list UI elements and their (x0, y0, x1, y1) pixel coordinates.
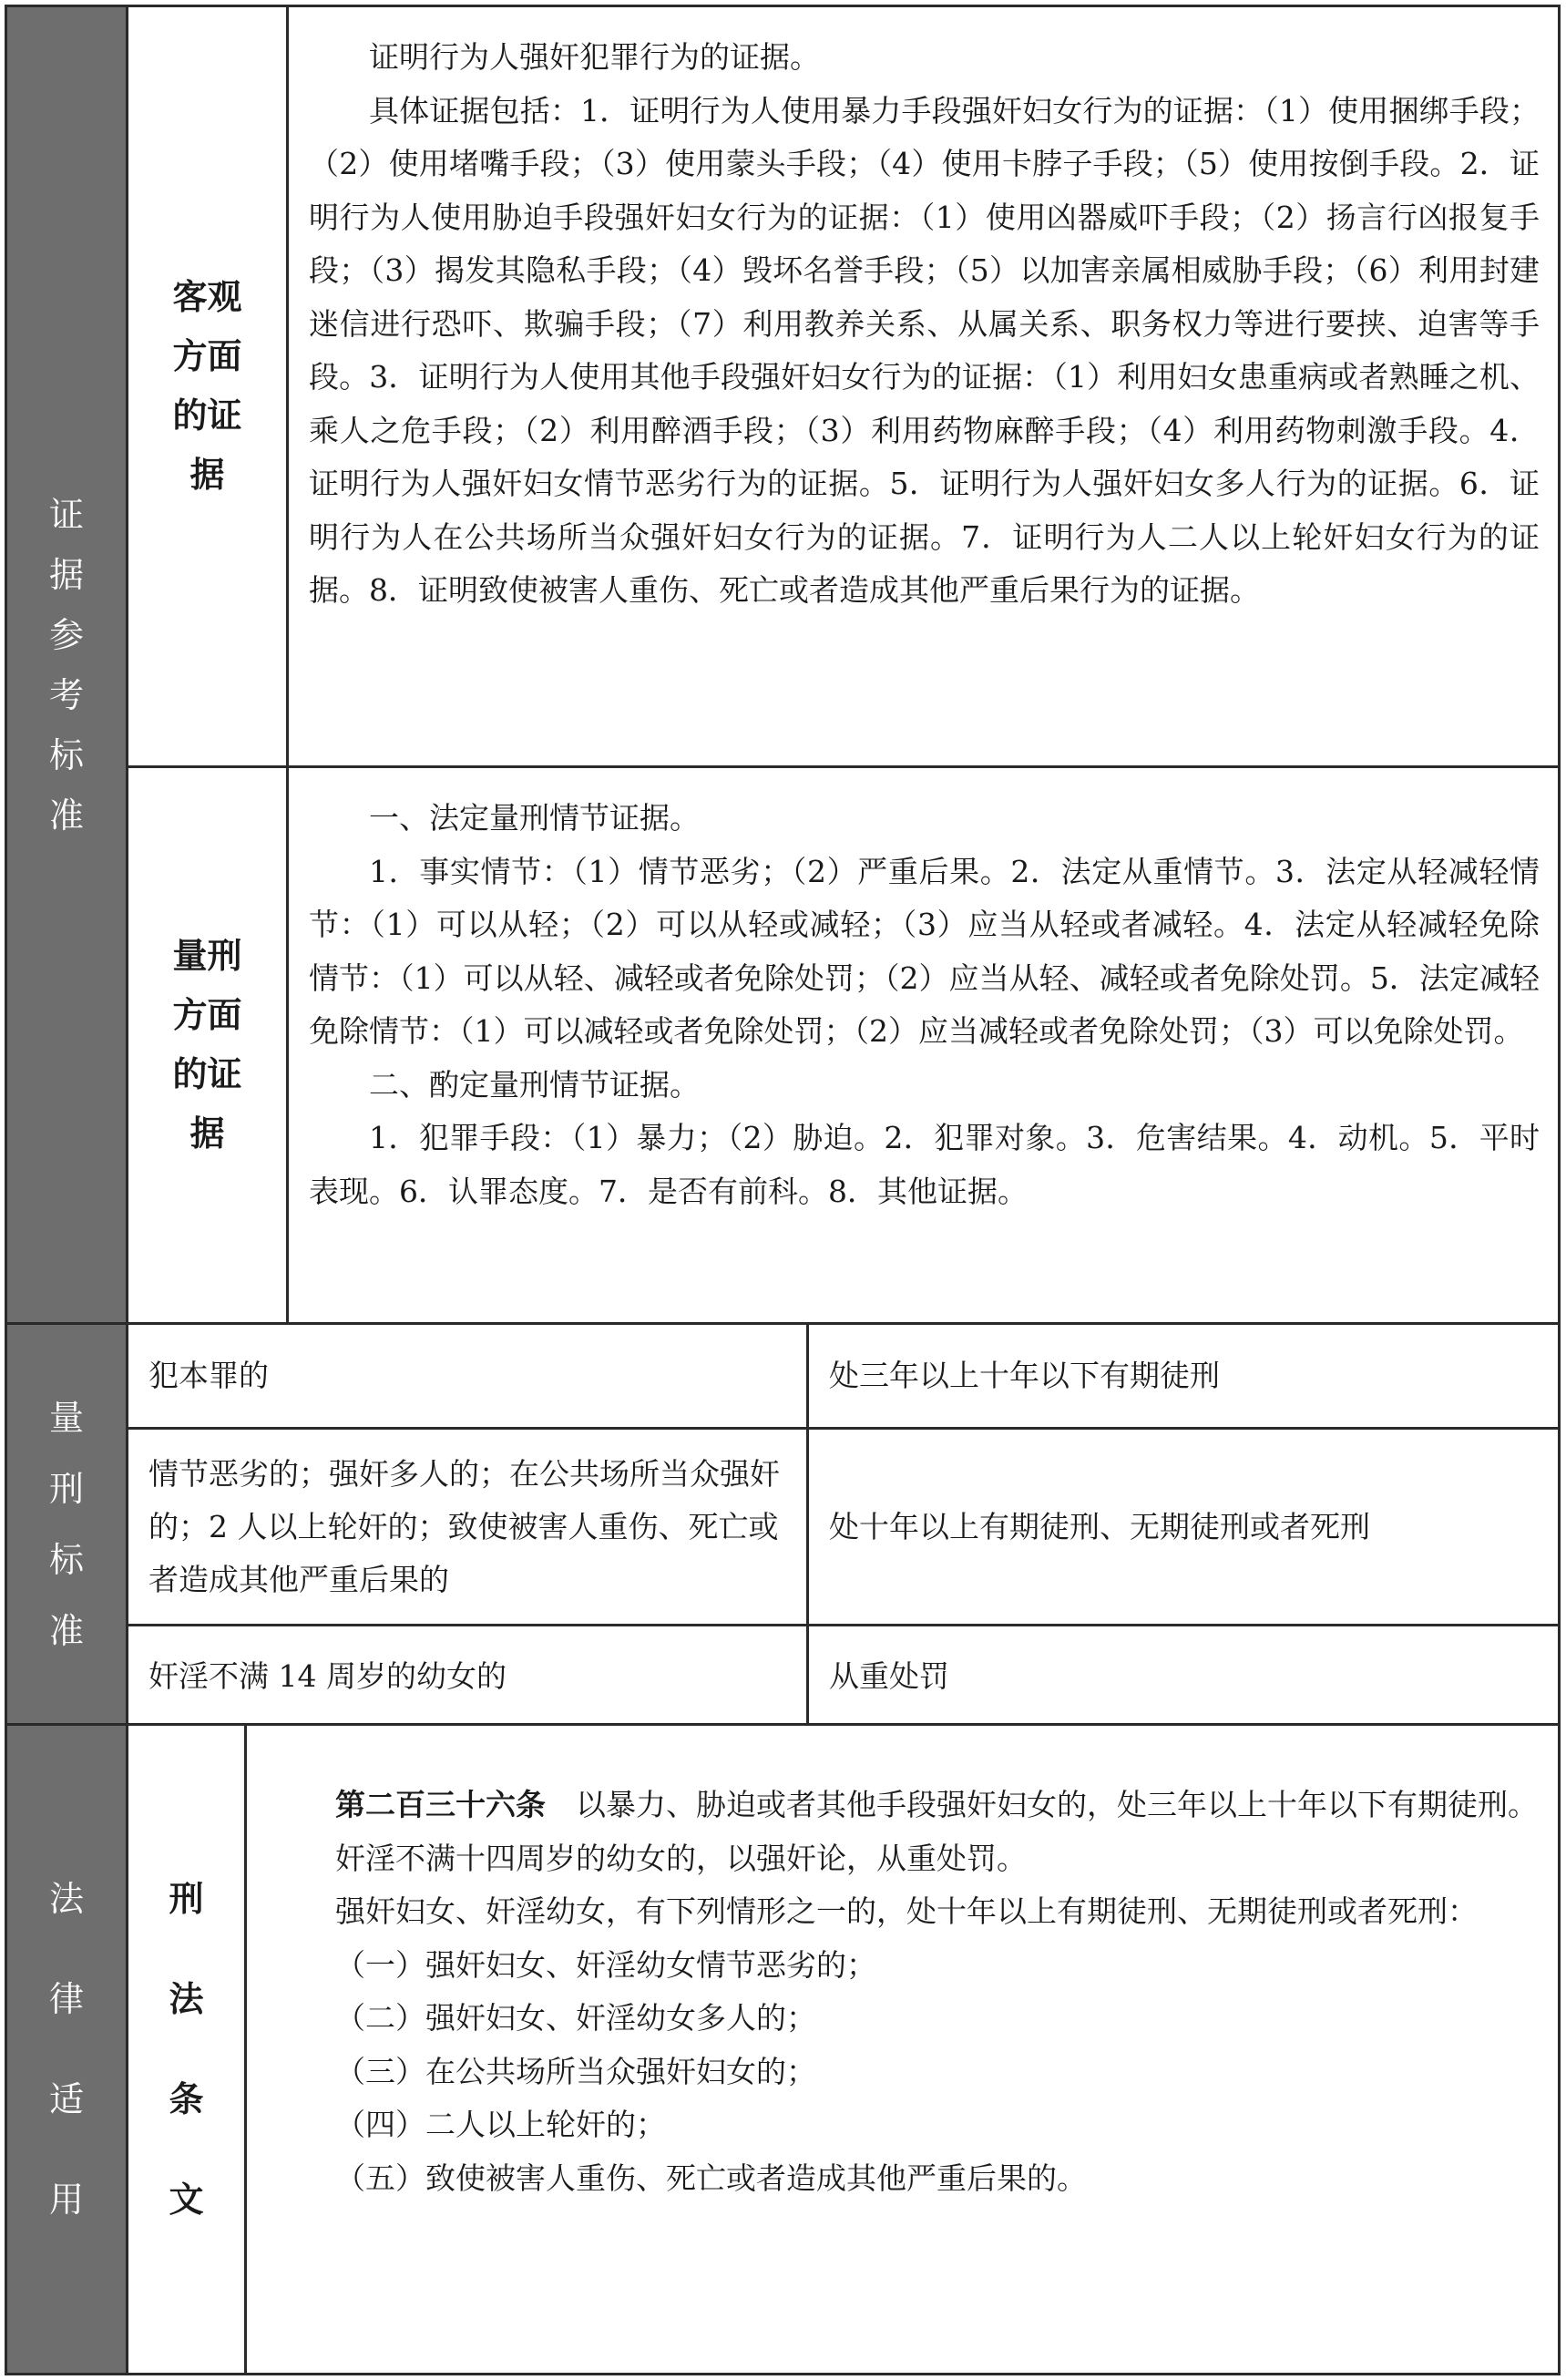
sentencing-evidence-label: 量刑方面的证据 (172, 936, 242, 1154)
label-char: 刑 (169, 1879, 204, 1919)
criminal-law-row (128, 1726, 1558, 2373)
label-char: 法 (169, 1979, 204, 2019)
sentencing-standard-band (7, 1325, 128, 1723)
penalty-cell: 从重处罚 (829, 1657, 949, 1694)
article-paragraph: 强奸妇女、奸淫幼女，有下列情形之一的，处十年以上有期徒刑、无期徒刑或者死刑： (335, 1893, 1478, 1929)
article-text: 以暴力、胁迫或者其他手段强奸妇女的，处三年以上十年以下有期徒刑。 (576, 1787, 1538, 1822)
condition-cell: 情节恶劣的；强奸多人的；在公共场所当众强奸的；2 人以上轮奸的；致使被害人重伤、死亡或者造成其他严重后果的 (128, 1430, 809, 1624)
band-char: 标 (48, 734, 84, 775)
sentencing-row (128, 1427, 1558, 1624)
objective-paragraph: 证明行为人强奸犯罪行为的证据。 (369, 39, 820, 75)
sentencing-evidence-row (128, 765, 1558, 1322)
condition-cell: 犯本罪的 (128, 1325, 809, 1427)
article-item: （五）致使被害人重伤、死亡或者造成其他严重后果的。 (335, 2159, 1087, 2196)
article-item: （一）强奸妇女、奸淫幼女情节恶劣的； (335, 1946, 876, 1983)
condition-cell: 奸淫不满 14 周岁的幼女的 (128, 1626, 809, 1726)
objective-paragraph: 具体证据包括：1．证明行为人使用暴力手段强奸妇女行为的证据：（1）使用捆绑手段；（2）使用堵嘴手段；（3）使用蒙头手段；（4）使用卡脖子手段；（5）使用按倒手段。2．证明行为人使用胁迫手段强奸妇女行为的证据：（1）使用凶器威吓手段；（2）扬言行凶报复手段；（3）揭发其隐私手段；（4）毁坏名誉手段；（5）以加害亲属相威胁手段；（6）利用封建迷信进行恐吓、欺骗手段；（7）利用教养关系、从属关系、职务权力等进行要挟、迫害等手段。3．证明行为人使用其他手段强奸妇女行为的证据：（1）利用妇女患重病或者熟睡之机、乘人之危手段；（2）利用醉酒手段；（3）利用药物麻醉手段；（4）利用药物刺激手段。4．证明行为人强奸妇女情节恶劣行为的证据。5．证明行为人强奸妇女多人行为的证据。6．证明行为人在公共场所当众强奸妇女行为的证据。7．证明行为人二人以上轮奸妇女行为的证据。8．证明致使被害人重伤、死亡或者造成其他严重后果行为的证据。 (309, 92, 1540, 608)
objective-evidence-row (128, 7, 1558, 765)
sentencing-paragraph: 1．犯罪手段：（1）暴力；（2）胁迫。2．犯罪对象。3．危害结果。4．动机。5．平时表现。6．认罪态度。7．是否有前科。8．其他证据。 (309, 1120, 1540, 1209)
article-item: （四）二人以上轮奸的； (335, 2107, 666, 2142)
sentencing-paragraph: 1．事实情节：（1）情节恶劣；（2）严重后果。2．法定从重情节。3．法定从轻减轻情节：（1）可以从轻；（2）可以从轻或减轻；（3）应当从轻或者减轻。4．法定从轻减轻免除情节：（1）可以从轻、减轻或者免除处罚；（2）应当从轻、减轻或者免除处罚。5．法定减轻免除情节：（1）可以减轻或者免除处罚；（2）应当减轻或者免除处罚；（3）可以免除处罚。 (309, 853, 1540, 1049)
evidence-reference-band (7, 7, 128, 1322)
objective-evidence-label: 客观方面的证据 (172, 277, 242, 495)
law-application-section (7, 1723, 1558, 2373)
penalty-cell: 处三年以上十年以下有期徒刑 (829, 1358, 1220, 1393)
penalty-cell: 处十年以上有期徒刑、无期徒刑或者死刑 (829, 1508, 1370, 1544)
objective-evidence-content (289, 7, 1558, 765)
sentencing-row (128, 1624, 1558, 1726)
band-char: 用 (48, 2180, 84, 2220)
article-item: （三）在公共场所当众强奸妇女的； (335, 2053, 816, 2089)
objective-evidence-label-cell (128, 7, 289, 765)
band-char: 量 (48, 1397, 84, 1438)
band-char: 准 (48, 795, 84, 836)
criminal-law-label-cell (128, 1726, 247, 2373)
sentencing-evidence-content (289, 768, 1558, 1322)
article-paragraph: 奸淫不满十四周岁的幼女的，以强奸论，从重处罚。 (335, 1840, 1027, 1876)
label-char: 文 (169, 2180, 204, 2220)
sentencing-paragraph: 二、酌定量刑情节证据。 (369, 1066, 700, 1103)
band-char: 考 (48, 674, 84, 715)
article-item: （二）强奸妇女、奸淫幼女多人的； (335, 2000, 816, 2036)
band-char: 法 (48, 1879, 84, 1919)
band-char: 据 (48, 554, 84, 595)
label-char: 条 (169, 2079, 204, 2119)
law-application-band (7, 1726, 128, 2373)
sentencing-evidence-label-cell (128, 768, 289, 1322)
article-number: 第二百三十六条 (335, 1787, 546, 1822)
article-paragraph (265, 1779, 1540, 1832)
criminal-law-content (247, 1726, 1558, 2373)
band-char: 证 (48, 494, 84, 535)
band-char: 标 (48, 1539, 84, 1580)
evidence-reference-section (7, 7, 1558, 1322)
band-char: 适 (48, 2079, 84, 2119)
sentencing-paragraph: 一、法定量刑情节证据。 (369, 800, 700, 836)
band-char: 准 (48, 1610, 84, 1651)
sentencing-standard-section (7, 1322, 1558, 1723)
band-char: 刑 (48, 1468, 84, 1509)
band-char: 律 (48, 1979, 84, 2019)
evidence-table (5, 5, 1561, 2375)
band-char: 参 (48, 614, 84, 655)
sentencing-row (128, 1325, 1558, 1427)
